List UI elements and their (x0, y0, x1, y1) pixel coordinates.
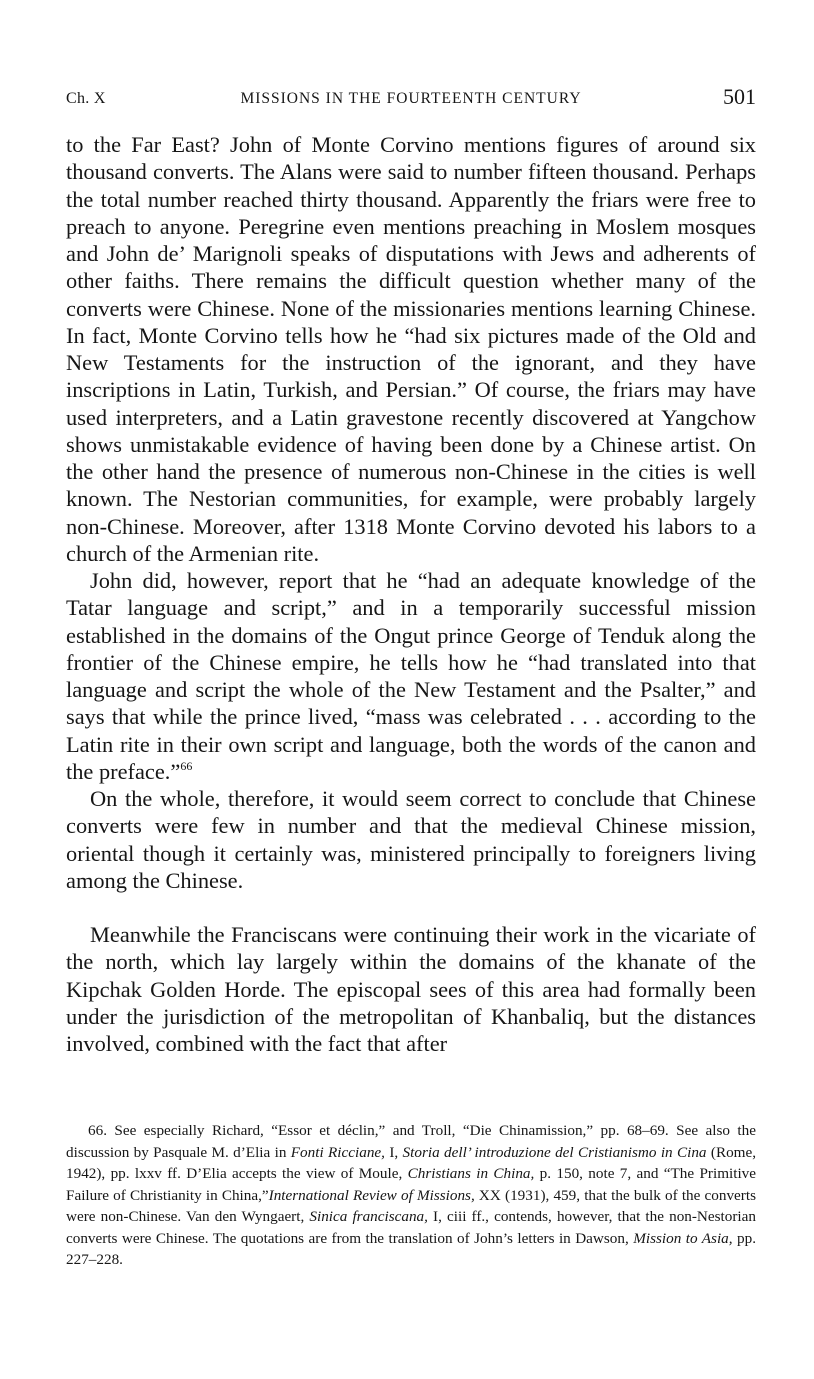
body-text (66, 131, 756, 1057)
footnote-reference: 66 (180, 758, 193, 773)
chapter-label: Ch. X (66, 90, 106, 107)
paragraph-2: John did, however, report that he “had an adequate knowledge of the Tatar language and script,” and in a temporarily successful mission established in the domains of the Ongut prince George of Tenduk along the frontier of the Chinese empire, he tells how he “had translated into that language and script the whole of the New Testament and the Psalter,” and says that while the prince lived, “mass was celebrated . . . according to the Latin rite in their own script and language, both the words of the canon and the preface.”$^{66}$ (66, 568, 756, 784)
paragraph-1: to the Far East? John of Monte Corvino mentions figures of around six thousand converts. The Alans were said to number fifteen thousand. Perhaps the total number reached thirty thousand. Apparently the friars were free to preach to anyone. Peregrine even mentions preaching in Moslem mosques and John de’ Marignoli speaks of disputations with Jews and adherents of other faiths. There remains the difficult question whether many of the converts were Chinese. None of the missionaries mentions learning Chinese. In fact, Monte Corvino tells how he “had six pictures made of the Old and New Testaments for the instruction of the ignorant, and they have inscriptions in Latin, Turkish, and Persian.” Of course, the friars may have used interpreters, and a Latin gravestone recently discovered at Yangchow shows unmistakable evidence of having been done by a Chinese artist. On the other hand the presence of numerous non-Chinese in the cities is well known. The Nestorian communities, for example, were probably largely non-Chinese. Moreover, after 1318 Monte Corvino devoted his labors to a church of the Armenian rite. (66, 132, 756, 566)
running-header (66, 84, 756, 114)
page-number: 501 (723, 84, 756, 109)
running-title: MISSIONS IN THE FOURTEENTH CENTURY (240, 90, 582, 107)
paragraph-4: Meanwhile the Franciscans were continuing their work in the vicariate of the north, which lay largely within the domains of the khanate of the Kipchak Golden Horde. The episcopal sees of this area had formally been under the jurisdiction of the metropolitan of Khanbaliq, but the distances involved, combined with the fact that after (66, 922, 756, 1056)
footnotes (66, 1120, 756, 1271)
paragraph-3: On the whole, therefore, it would seem correct to conclude that Chinese converts were few in number and that the medieval Chinese mission, oriental though it certainly was, ministered principally to foreigners living among the Chinese. (66, 786, 756, 893)
footnote-66: 66. See especially Richard, “Essor et déclin,” and Troll, “Die Chinamission,” pp. 68–69. See also the discussion by Pasquale M. d’Elia in Fonti Ricciane, I, Storia dell’ introduzione del Cristianismo in Cina (Rome, 1942), pp. lxxv ff. D’Elia accepts the view of Moule, Christians in China, p. 150, note 7, and “The Primitive Failure of Christianity in China,”International Review of Missions, XX (1931), 459, that the bulk of the converts were non-Chinese. Van den Wyngaert, Sinica franciscana, I, ciii ff., contends, however, that the non-Nestorian converts were Chinese. The quotations are from the translation of John’s letters in Dawson, Mission to Asia, pp. 227–228. (66, 1122, 757, 1268)
